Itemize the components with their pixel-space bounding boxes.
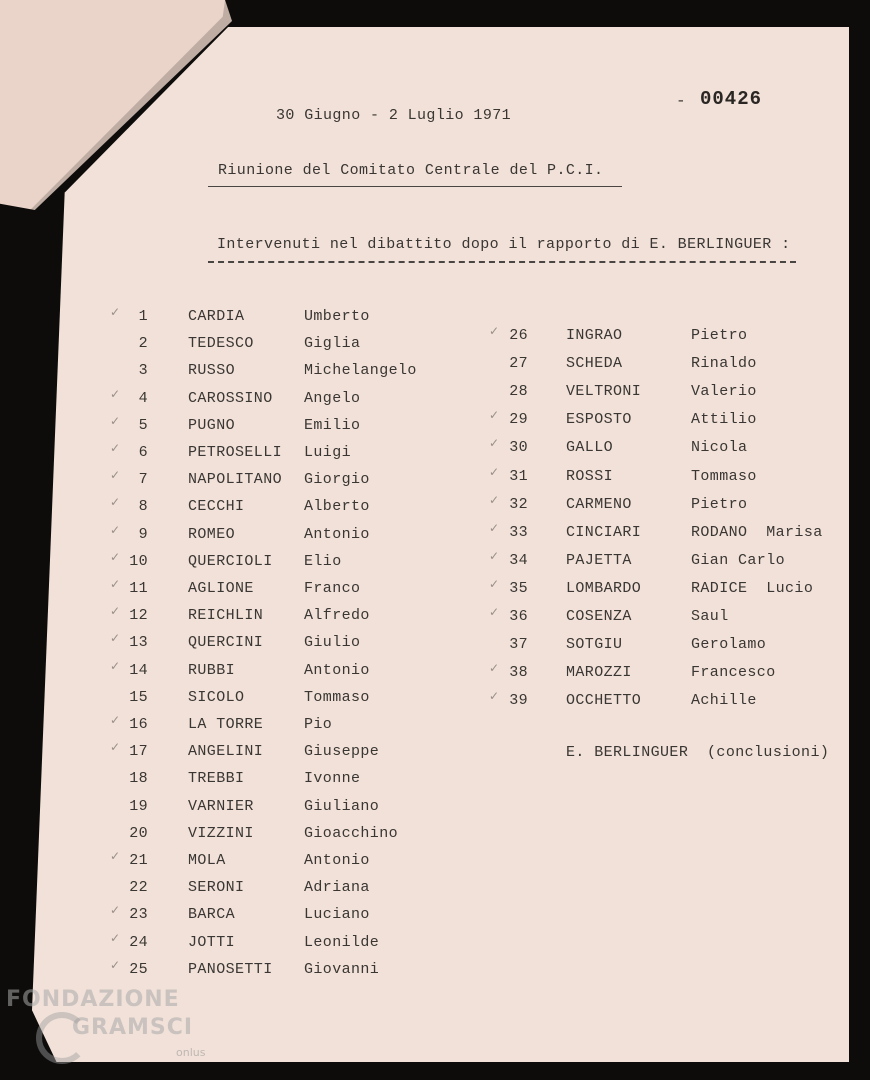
speaker-surname: TREBBI (188, 770, 245, 788)
speaker-number: 8 (138, 498, 148, 516)
speaker-surname: VELTRONI (566, 383, 642, 401)
list-item (0, 383, 870, 403)
speaker-first-name: Alberto (304, 498, 370, 516)
speaker-number: 10 (129, 552, 148, 570)
meeting-date: 30 Giugno - 2 Luglio 1971 (276, 107, 512, 124)
speaker-number: 31 (509, 467, 528, 485)
speaker-number: 21 (129, 852, 148, 869)
speaker-number: 5 (138, 416, 148, 434)
speaker-surname: VIZZINI (188, 824, 254, 842)
speaker-first-name: Giorgio (304, 471, 370, 489)
speaker-surname: QUERCIOLI (188, 552, 273, 570)
list-item (0, 492, 870, 516)
check-mark-icon: ✓ (489, 689, 500, 704)
speaker-number: 29 (509, 411, 528, 429)
speaker-number: 34 (509, 551, 528, 569)
list-item (0, 825, 870, 845)
speaker-number: 30 (509, 439, 528, 457)
speaker-first-name: Pio (304, 716, 333, 733)
check-mark-icon: ✓ (489, 436, 500, 451)
list-item (0, 661, 870, 684)
check-mark-icon: ✓ (110, 413, 121, 428)
list-item (0, 305, 870, 328)
speaker-first-name: Achille (691, 692, 757, 710)
speaker-first-name: Giuliano (304, 797, 380, 815)
speaker-number: 4 (138, 389, 148, 407)
doc-number-dash: - (676, 92, 686, 110)
list-item (0, 436, 870, 459)
speaker-surname: RUSSO (188, 362, 236, 380)
speaker-surname: QUERCINI (188, 634, 264, 652)
speaker-first-name: Franco (304, 580, 361, 597)
speaker-first-name: Tommaso (691, 467, 757, 485)
check-mark-icon: ✓ (489, 464, 500, 479)
watermark-logo-icon (36, 1012, 88, 1064)
speaker-first-name: Tommaso (304, 688, 370, 706)
speaker-number: 27 (509, 355, 528, 373)
document-number: 00426 (700, 88, 763, 110)
list-item (0, 879, 870, 899)
speaker-surname: MAROZZI (566, 664, 632, 682)
speaker-number: 24 (129, 933, 148, 951)
list-item (0, 689, 870, 712)
speaker-surname: SICOLO (188, 688, 245, 706)
speaker-surname: LA TORRE (188, 716, 264, 733)
list-item (0, 636, 870, 656)
speaker-number: 9 (138, 525, 148, 543)
check-mark-icon: ✓ (489, 548, 500, 563)
speaker-number: 2 (138, 335, 148, 353)
speaker-surname: ESPOSTO (566, 411, 632, 429)
watermark-line-2: GRAMSCI (72, 1015, 194, 1040)
speaker-first-name: Giglia (304, 335, 361, 353)
check-mark-icon: ✓ (110, 577, 121, 591)
speaker-surname: SERONI (188, 879, 245, 897)
speaker-number: 28 (509, 383, 528, 401)
speaker-first-name: Saul (691, 608, 729, 625)
speaker-first-name: Giuseppe (304, 743, 380, 761)
list-item (0, 548, 870, 572)
check-mark-icon: ✓ (110, 713, 121, 727)
list-item (0, 355, 870, 375)
speaker-number: 19 (129, 797, 148, 815)
speaker-surname: CARDIA (188, 308, 245, 325)
speaker-number: 23 (129, 906, 148, 924)
speaker-surname: JOTTI (188, 933, 236, 951)
check-mark-icon: ✓ (110, 658, 121, 673)
speaker-surname: PAJETTA (566, 551, 632, 569)
speaker-number: 12 (129, 607, 148, 625)
speaker-number: 37 (509, 636, 528, 654)
list-item (0, 798, 870, 818)
speaker-surname: VARNIER (188, 797, 254, 815)
speaker-number: 7 (138, 471, 148, 489)
speaker-surname: BARCA (188, 906, 236, 924)
watermark-subtitle: onlus (176, 1046, 206, 1059)
speaker-first-name: Antonio (304, 525, 370, 543)
check-mark-icon: ✓ (110, 957, 121, 972)
check-mark-icon: ✓ (489, 661, 500, 676)
check-mark-icon: ✓ (110, 604, 121, 619)
check-mark-icon: ✓ (110, 386, 121, 401)
speaker-first-name: Michelangelo (304, 362, 417, 380)
check-mark-icon: ✓ (110, 631, 121, 646)
archive-watermark (6, 986, 193, 1042)
speaker-surname: CARMENO (566, 495, 632, 513)
speaker-number: 3 (138, 362, 148, 380)
check-mark-icon: ✓ (110, 849, 121, 863)
list-item (0, 849, 870, 872)
speaker-first-name: Antonio (304, 852, 370, 869)
speaker-surname: ROMEO (188, 525, 236, 543)
check-mark-icon: ✓ (489, 605, 500, 619)
speaker-surname: MOLA (188, 852, 226, 869)
check-mark-icon: ✓ (110, 903, 121, 918)
speaker-number: 39 (509, 692, 528, 710)
speaker-first-name: Antonio (304, 661, 370, 679)
speaker-number: 13 (129, 634, 148, 652)
speaker-surname: NAPOLITANO (188, 471, 283, 489)
speaker-first-name: Emilio (304, 416, 361, 434)
speaker-first-name: Gerolamo (691, 636, 767, 654)
speaker-number: 38 (509, 664, 528, 682)
speaker-first-name: RADICE Lucio (691, 579, 814, 597)
speaker-surname: OCCHETTO (566, 692, 642, 710)
speaker-number: 22 (129, 879, 148, 897)
speaker-surname: PETROSELLI (188, 444, 283, 461)
speaker-first-name: Giulio (304, 634, 361, 652)
list-item (0, 713, 870, 736)
speaker-first-name: Francesco (691, 664, 776, 682)
speaker-first-name: Alfredo (304, 607, 370, 625)
watermark-line-1: FONDAZIONE (6, 987, 180, 1012)
conclusion-note: E. BERLINGUER (conclusioni) (566, 744, 830, 761)
speaker-number: 32 (509, 495, 528, 513)
speaker-surname: TEDESCO (188, 335, 254, 353)
speaker-first-name: Attilio (691, 411, 757, 429)
speaker-first-name: Valerio (691, 383, 757, 401)
speaker-first-name: Pietro (691, 327, 748, 344)
speaker-first-name: Leonilde (304, 933, 380, 951)
speaker-first-name: Gioacchino (304, 824, 399, 842)
list-item (0, 520, 870, 544)
speaker-number: 15 (129, 688, 148, 706)
speaker-surname: CINCIARI (566, 523, 642, 541)
speaker-surname: REICHLIN (188, 607, 264, 625)
speaker-first-name: Ivonne (304, 770, 361, 788)
title-underline (208, 186, 622, 187)
list-item (0, 903, 870, 926)
check-mark-icon: ✓ (489, 324, 500, 338)
check-mark-icon: ✓ (110, 740, 121, 755)
speaker-first-name: RODANO Marisa (691, 523, 823, 541)
check-mark-icon: ✓ (110, 305, 121, 319)
list-item (0, 930, 870, 954)
speaker-surname: SCHEDA (566, 355, 623, 373)
speaker-number: 6 (138, 444, 148, 461)
speaker-number: 17 (129, 743, 148, 761)
check-mark-icon: ✓ (110, 549, 121, 564)
speaker-surname: LOMBARDO (566, 579, 642, 597)
speaker-number: 36 (509, 608, 528, 625)
speaker-surname: SOTGIU (566, 636, 623, 654)
speaker-number: 20 (129, 824, 148, 842)
speaker-first-name: Elio (304, 552, 342, 570)
speaker-first-name: Giovanni (304, 960, 380, 978)
check-mark-icon: ✓ (110, 468, 121, 483)
check-mark-icon: ✓ (110, 930, 121, 945)
speaker-number: 14 (129, 661, 148, 679)
speaker-first-name: Umberto (304, 308, 370, 325)
speaker-first-name: Rinaldo (691, 355, 757, 373)
list-item (0, 576, 870, 600)
speaker-surname: COSENZA (566, 608, 632, 625)
check-mark-icon: ✓ (110, 441, 121, 455)
speaker-number: 16 (129, 716, 148, 733)
speaker-number: 25 (129, 960, 148, 978)
speaker-first-name: Nicola (691, 439, 748, 457)
speaker-surname: GALLO (566, 439, 614, 457)
list-item (0, 957, 870, 981)
speaker-first-name: Adriana (304, 879, 370, 897)
check-mark-icon: ✓ (489, 576, 500, 591)
speaker-surname: ANGELINI (188, 743, 264, 761)
subtitle-dashed-underline (208, 261, 796, 263)
speaker-surname: CAROSSINO (188, 389, 273, 407)
document-subtitle: Intervenuti nel dibattito dopo il rapporto di E. BERLINGUER : (217, 236, 791, 253)
speaker-number: 26 (509, 327, 528, 344)
speaker-surname: ROSSI (566, 467, 614, 485)
speaker-surname: RUBBI (188, 661, 236, 679)
document-title: Riunione del Comitato Centrale del P.C.I. (218, 162, 604, 179)
speaker-number: 11 (129, 580, 148, 597)
speaker-first-name: Luigi (304, 444, 352, 461)
speaker-number: 18 (129, 770, 148, 788)
list-item (0, 464, 870, 488)
speaker-surname: AGLIONE (188, 580, 254, 597)
check-mark-icon: ✓ (489, 408, 500, 423)
speaker-surname: PUGNO (188, 416, 236, 434)
check-mark-icon: ✓ (489, 492, 500, 507)
speaker-number: 35 (509, 579, 528, 597)
speaker-first-name: Pietro (691, 495, 748, 513)
speaker-surname: PANOSETTI (188, 960, 273, 978)
check-mark-icon: ✓ (110, 522, 121, 537)
list-item (0, 605, 870, 628)
list-item (0, 324, 870, 347)
speaker-first-name: Angelo (304, 389, 361, 407)
speaker-number: 1 (138, 308, 148, 325)
speaker-first-name: Luciano (304, 906, 370, 924)
speaker-surname: INGRAO (566, 327, 623, 344)
speaker-first-name: Gian Carlo (691, 551, 786, 569)
list-item (0, 770, 870, 790)
check-mark-icon: ✓ (489, 520, 500, 535)
list-item (0, 408, 870, 431)
speaker-number: 33 (509, 523, 528, 541)
speaker-surname: CECCHI (188, 498, 245, 516)
check-mark-icon: ✓ (110, 495, 121, 510)
